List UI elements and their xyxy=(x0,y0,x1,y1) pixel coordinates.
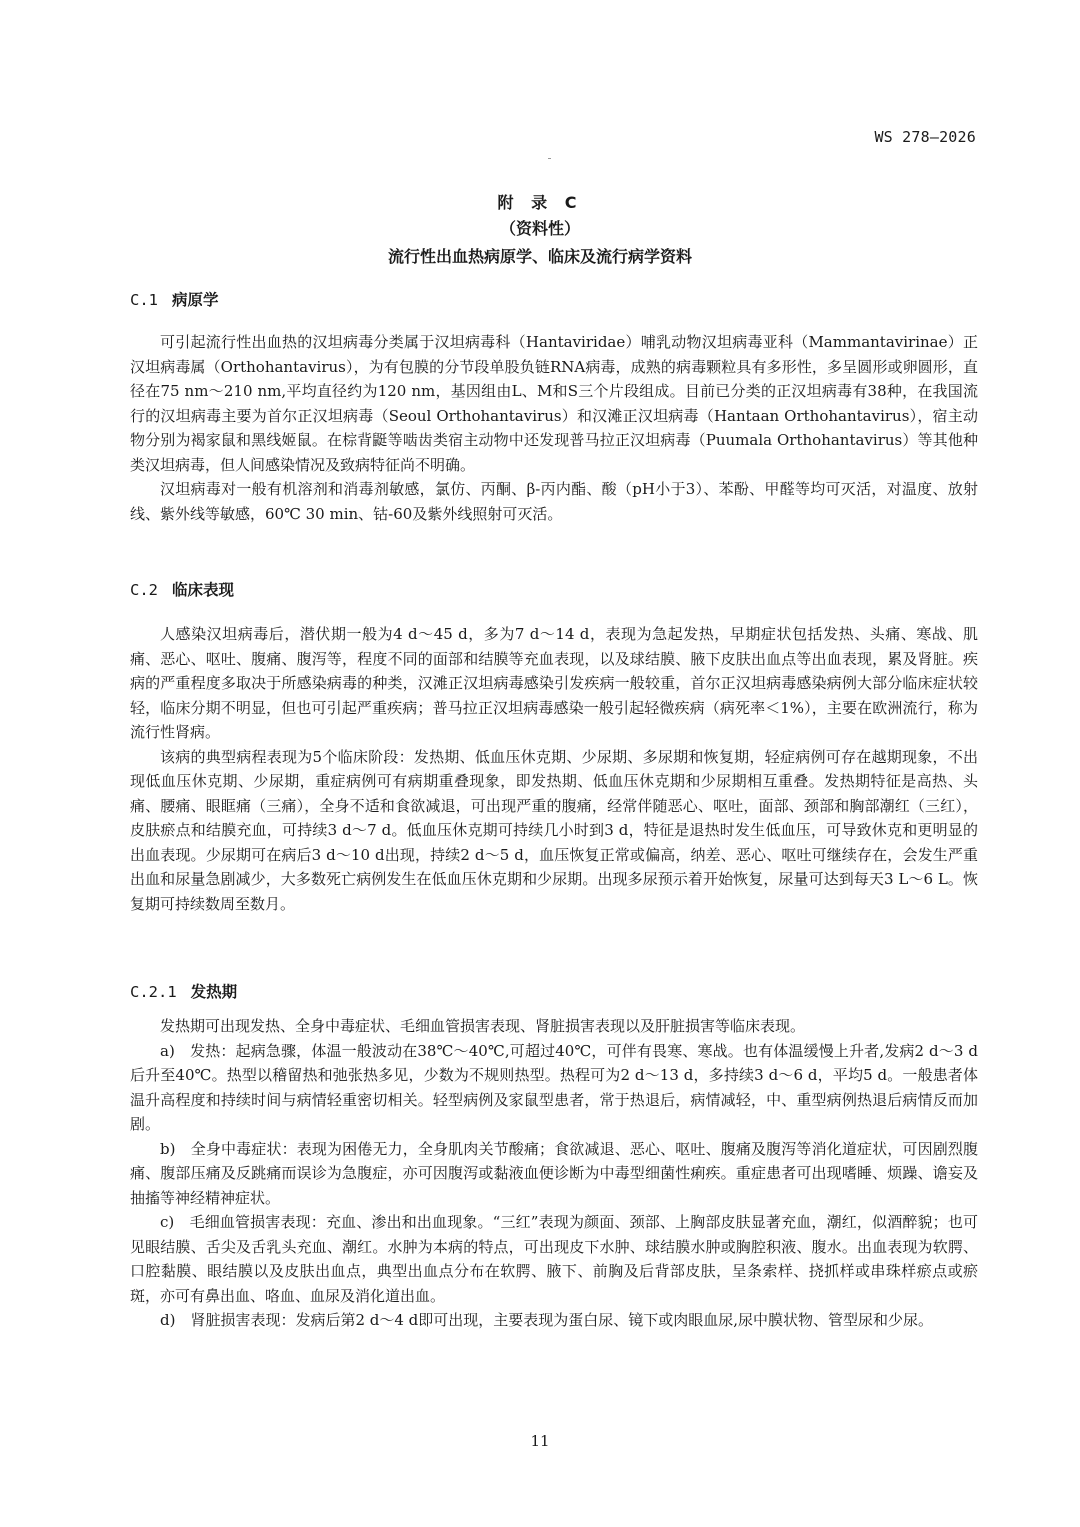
section-heading-c2 xyxy=(130,578,234,600)
section-title: 发热期 xyxy=(190,983,238,1001)
section-title: 病原学 xyxy=(172,291,219,309)
annex-title: 流行性出血热病原学、临床及流行病学资料 xyxy=(387,247,692,266)
paragraph: 发热期可出现发热、全身中毒症状、毛细血管损害表现、肾脏损害表现以及肝脏损害等临床表现。 xyxy=(160,1017,806,1035)
annex-label: 附 录 C xyxy=(497,193,583,212)
list-item: c) 毛细血管损害表现：充血、渗出和出血现象。“三红”表现为颜面、颈部、上胸部皮肤显著充血，潮红，似酒醉貌；也可见眼结膜、舌尖及舌乳头充血、潮红。水肿为本病的特点，可出现皮下水肿、球结膜水肿或胸腔积液、腹水。出血表现为软腭、口腔黏膜、眼结膜以及皮肤出血点，典型出血点分布在软腭、腋下、前胸及后背部皮肤，呈条索样、挠抓样或串珠样瘀点或瘀斑，亦可有鼻出血、咯血、血尿及消化道出血。 xyxy=(130,1213,978,1305)
scan-speck xyxy=(548,158,551,159)
section-c21-body xyxy=(130,1014,978,1333)
section-c1-body xyxy=(130,330,978,526)
annex-heading xyxy=(0,190,1080,270)
paragraph: 人感染汉坦病毒后，潜伏期一般为4 d～45 d，多为7 d～14 d，表现为急起发热，早期症状包括发热、头痛、寒战、肌痛、恶心、呕吐、腹痛、腹泻等，程度不同的面部和结膜等充血表现，以及球结膜、腋下皮肤出血点等出血表现，累及肾脏。疾病的严重程度多取决于所感染病毒的种类，汉滩正汉坦病毒感染引发疾病一般较重，首尔正汉坦病毒感染病例大部分临床症状较轻，临床分期不明显，但也可引起严重疾病；普马拉正汉坦病毒感染一般引起轻微疾病（病死率＜1%），主要在欧洲流行，称为流行性肾病。 xyxy=(130,625,978,741)
paragraph: 汉坦病毒对一般有机溶剂和消毒剂敏感，氯仿、丙酮、β-丙内酯、酸（pH小于3）、苯酚、甲醛等均可灭活，对温度、放射线、紫外线等敏感，60℃ 30 min、钴-60及紫外线照射可灭活。 xyxy=(130,480,978,523)
section-heading-c21 xyxy=(130,980,237,1002)
paragraph: 该病的典型病程表现为5个临床阶段：发热期、低血压休克期、少尿期、多尿期和恢复期，轻症病例可存在越期现象，不出现低血压休克期、少尿期，重症病例可有病期重叠现象，即发热期、低血压休克期和少尿期相互重叠。发热期特征是高热、头痛、腰痛、眼眶痛（三痛），全身不适和食欲减退，可出现严重的腹痛，经常伴随恶心、呕吐，面部、颈部和胸部潮红（三红），皮肤瘀点和结膜充血，可持续3 d～7 d。低血压休克期可持续几小时到3 d，特征是退热时发生低血压，可导致休克和更明显的出血表现。少尿期可在病后3 d～10 d出现，持续2 d～5 d，血压恢复正常或偏高，纳差、恶心、呕吐可继续存在，会发生严重出血和尿量急剧减少，大多数死亡病例发生在低血压休克期和少尿期。出现多尿预示着开始恢复，尿量可达到每天3 L～6 L。恢复期可持续数周至数月。 xyxy=(130,747,978,913)
paragraph: 可引起流行性出血热的汉坦病毒分类属于汉坦病毒科（Hantaviridae）哺乳动物汉坦病毒亚科（Mammantavirinae）正汉坦病毒属（Orthohantavirus），为有包膜的分节段单股负链RNA病毒，成熟的病毒颗粒具有多形性，多呈圆形或卵圆形，直径在75 nm～210 nm,平均直径约为120 nm，基因组由L、M和S三个片段组成。目前已分类的正汉坦病毒有38种，在我国流行的汉坦病毒主要为首尔正汉坦病毒（Seoul Orthohantavirus）和汉滩正汉坦病毒（Hantaan Orthohantavirus），宿主动物分别为褐家鼠和黑线姬鼠。在棕背鼮等啮齿类宿主动物中还发现普马拉正汉坦病毒（Puumala Orthohantavirus）等其他种类汉坦病毒，但人间感染情况及致病特征尚不明确。 xyxy=(130,333,978,474)
section-number: C.1 xyxy=(130,291,158,309)
section-title: 临床表现 xyxy=(172,581,235,599)
section-heading-c1 xyxy=(130,288,219,310)
list-item: d) 肾脏损害表现：发病后第2 d～4 d即可出现，主要表现为蛋白尿、镜下或肉眼血尿,尿中膜状物、管型尿和少尿。 xyxy=(160,1311,934,1329)
list-item: b) 全身中毒症状：表现为困倦无力，全身肌肉关节酸痛；食欲减退、恶心、呕吐、腹痛及腹泻等消化道症状，可因剧烈腹痛、腹部压痛及反跳痛而误诊为急腹症，亦可因腹泻或黏液血便诊断为中毒型细菌性痢疾。重症患者可出现嗜睡、烦躁、谵妄及抽搐等神经精神症状。 xyxy=(130,1139,978,1207)
section-number: C.2 xyxy=(130,581,158,599)
list-item: a) 发热：起病急骤，体温一般波动在38℃～40℃,可超过40℃，可伴有畏寒、寒战。也有体温缓慢上升者,发病2 d～3 d后升至40℃。热型以稽留热和弛张热多见，少数为不规则热型。热程可为2 d～13 d，多持续3 d～6 d，平均5 d。一般患者体温升高程度和持续时间与病情轻重密切相关。轻型病例及家鼠型患者，常于热退后，病情减轻，中、重型病例热退后病情反而加剧。 xyxy=(130,1041,978,1133)
section-number: C.2.1 xyxy=(130,983,177,1001)
page-number: 11 xyxy=(530,1432,550,1450)
annex-nature: （资料性） xyxy=(499,219,580,238)
standard-code: WS 278—2026 xyxy=(874,128,976,146)
section-c2-body xyxy=(130,622,978,916)
